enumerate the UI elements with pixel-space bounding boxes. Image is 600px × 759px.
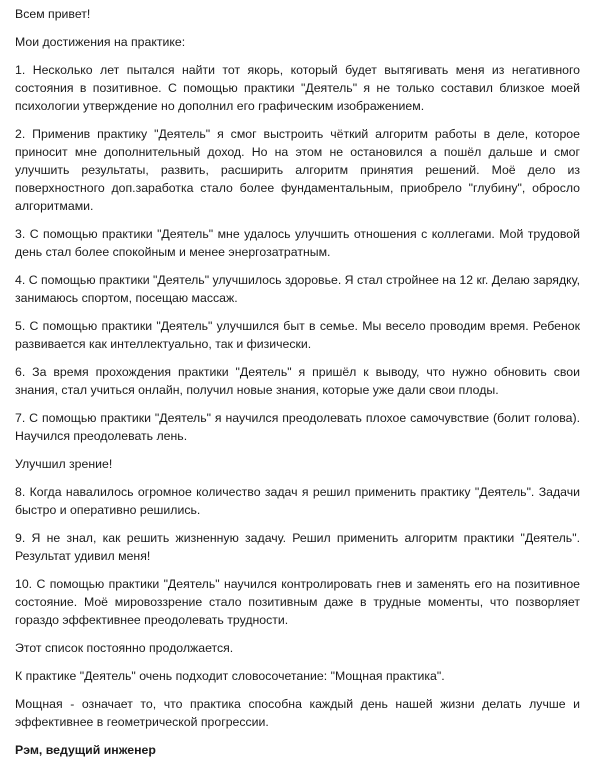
paragraph-7: 7. С помощью практики "Деятель" я научился преодолевать плохое самочувствие (болит голова). Научился преодолевать лень.: [15, 411, 580, 443]
paragraph-6: 6. За время прохождения практики "Деятель" я пришёл к выводу, что нужно обновить свои знания, стал учиться онлайн, получил новые знания, которые уже дали свои плоды.: [15, 365, 580, 397]
paragraph-list-continues: Этот список постоянно продолжается.: [15, 641, 234, 655]
paragraph-4: 4. С помощью практики "Деятель" улучшилось здоровье. Я стал стройнее на 12 кг. Делаю зарядку, занимаюсь спортом, посещаю массаж.: [15, 273, 580, 305]
paragraph-1: 1. Несколько лет пытался найти тот якорь, который будет вытягивать меня из негативного состояния в позитивное. С помощью практики "Деятель" я не только составил близкое моей психологии утверждение но дополнил его графическим изображением.: [15, 63, 580, 113]
paragraph-10: 10. С помощью практики "Деятель" научился контролировать гнев и заменять его на позитивное состояние. Моё мировоззрение стало позитивным даже в трудные моменты, что позворляет гораздо эффективнее преодолевать трудности.: [15, 577, 580, 627]
paragraph-vision: Улучшил зрение!: [15, 457, 113, 471]
paragraph-8: 8. Когда навалилось огромное количество задач я решил применить практику "Деятель". Задачи быстро и оперативно решились.: [15, 485, 580, 517]
paragraph-2: 2. Применив практику "Деятель" я смог выстроить чёткий алгоритм работы в деле, которое приносит мне дополнительный доход. Но на этом не остановился а пошёл дальше и смог улучшить результаты, развить, расширить алгоритм принятия решений. Моё дело из поверхностного доп.заработка стало более фундаментальным, приобрело "глубину", обросло алгоритмами.: [15, 127, 580, 213]
paragraph-5: 5. С помощью практики "Деятель" улучшился быт в семье. Мы весело проводим время. Ребенок развивается как интеллектуально, так и физически.: [15, 319, 580, 351]
paragraph-meaning: Мощная - означает то, что практика способна каждый день нашей жизни делать лучше и эффективнее в геометрической прогрессии.: [15, 697, 580, 729]
paragraph-9: 9. Я не знал, как решить жизненную задачу. Решил применить алгоритм практики "Деятель". Результат удивил меня!: [15, 531, 580, 563]
paragraph-3: 3. С помощью практики "Деятель" мне удалось улучшить отношения с коллегами. Мой трудовой день стал более спокойным и менее энергозатратным.: [15, 227, 580, 259]
greeting: Всем привет!: [15, 7, 91, 21]
signature: Рэм, ведущий инженер: [15, 743, 156, 757]
paragraph-powerful-practice: К практике "Деятель" очень подходит словосочетание: "Мощная практика".: [15, 669, 445, 683]
heading: Мои достижения на практике:: [15, 35, 186, 49]
